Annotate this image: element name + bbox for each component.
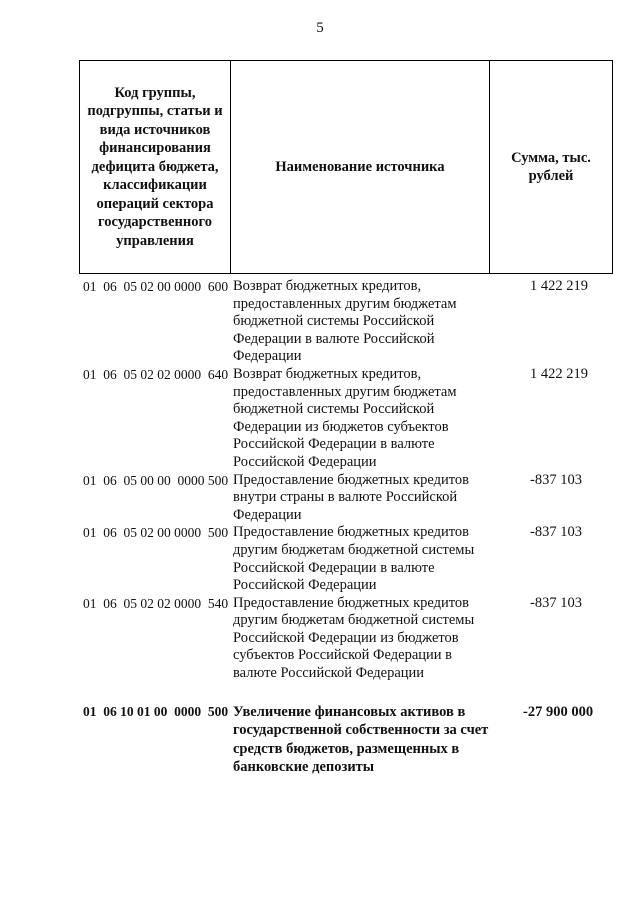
row-sum: 1 422 219 — [530, 278, 588, 294]
row-sum: -837 103 — [530, 471, 582, 488]
table-row — [80, 524, 614, 594]
header-name-column: Наименование источника — [231, 61, 490, 273]
row-code: 01 06 05 02 00 0000 500 — [83, 525, 229, 541]
table-row — [80, 278, 614, 366]
table-row — [80, 472, 614, 525]
row-code: 01 06 05 02 02 0000 540 — [83, 595, 229, 611]
row-code: 01 06 05 02 02 0000 640 — [83, 366, 229, 382]
row-code: 01 06 10 01 00 0000 500 — [83, 703, 229, 719]
row-name: Увеличение финансовых активов в государственной собственности за счет средств бюджетов, размещенных в банковские депозиты — [233, 703, 489, 776]
table-row — [80, 595, 614, 683]
row-sum: 1 422 219 — [530, 365, 588, 382]
table-header — [79, 60, 613, 274]
row-sum: -837 103 — [530, 594, 582, 611]
row-sum: -837 103 — [530, 524, 582, 541]
row-name: Предоставление бюджетных кредитов другим бюджетам бюджетной системы Российской Федерации из бюджетов субъектов Российской Федерации в валюте Российской Федерации — [233, 594, 475, 682]
row-name: Предоставление бюджетных кредитов другим бюджетам бюджетной системы Российской Федерации в валюте Российской Федерации — [233, 524, 475, 594]
row-sum: -27 900 000 — [523, 703, 594, 720]
table-row — [80, 366, 614, 472]
table-body — [80, 278, 614, 777]
row-code: 01 06 05 00 00 0000 500 — [83, 472, 229, 488]
header-sum-column: Сумма, тыс. рублей — [511, 149, 591, 184]
row-name: Предоставление бюджетных кредитов внутри страны в валюте Российской Федерации — [233, 471, 469, 523]
row-name: Возврат бюджетных кредитов, предоставленных другим бюджетам бюджетной системы Российской Федерации из бюджетов субъектов Российской Федерации в валюте Российской Федерации — [233, 365, 457, 470]
header-code-column: Код группы, подгруппы, статьи и вида источников финансирования дефицита бюджета, классификации операций сектора государственного управления — [80, 61, 231, 273]
table-row — [80, 703, 614, 777]
page-number: 5 — [316, 20, 324, 36]
row-code: 01 06 05 02 00 0000 600 — [83, 279, 229, 294]
row-name: Возврат бюджетных кредитов, предоставленных другим бюджетам бюджетной системы Российской Федерации в валюте Российской Федерации — [233, 278, 457, 365]
